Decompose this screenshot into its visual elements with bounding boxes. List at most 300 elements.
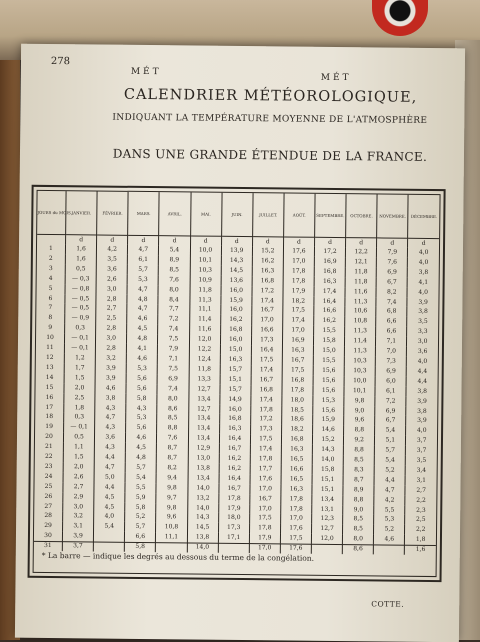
temperature-cell: 16,7 [219,444,250,454]
temperature-cell: 10,9 [190,275,221,285]
column-header: JUIN. [221,193,253,237]
temperature-cell: 8,6 [342,544,373,554]
temperature-cell: 9,6 [344,415,375,425]
temperature-cell: 11,8 [189,285,220,295]
temperature-cell: 15,3 [313,395,344,405]
temperature-cell: 3,9 [95,363,126,373]
temperature-cell: 17,6 [283,246,314,256]
temperature-cell: 5,8 [126,393,157,403]
temperature-cell: 17,4 [251,365,282,375]
temperature-cell: 1,6 [65,254,96,264]
temperature-cell: — 0,5 [65,304,96,314]
temperature-cell: 4,0 [418,288,429,296]
temperature-cell: 3,9 [417,417,427,425]
temperature-cell: 17,8 [281,494,312,504]
temperature-cell: 4,2 [374,495,405,505]
temperature-cell: 4,6 [127,354,158,364]
temperature-cell [218,543,249,553]
page-title: CALENDRIER MÉTÉOROLOGIQUE, [123,86,418,106]
temperature-cell: 16,8 [219,414,250,424]
temperature-cell: 0,5 [63,432,94,442]
temperature-cell: 3,9 [62,531,93,541]
temperature-cell: 5,5 [374,505,405,515]
temperature-cell: 12,0 [189,335,220,345]
temperature-cell: 15,6 [313,405,344,415]
temperature-cell: 3,8 [417,387,427,395]
temperature-cell: 17,4 [250,444,281,454]
temperature-cell: 15,7 [220,365,251,375]
temperature-cell: 4,0 [417,357,428,365]
day-cell: 18 [35,412,64,422]
temperature-cell: 2,2 [415,526,426,534]
book-page [15,44,465,642]
temperature-cell: — 0,5 [65,294,96,304]
day-cell: 28 [34,511,63,521]
temperature-cell: 3,6 [417,347,428,356]
temperature-cell: 2,5 [96,314,127,324]
day-cell: 20 [35,432,64,442]
temperature-cell: 5,2 [374,465,405,475]
temperature-cell: 6,8 [376,307,407,317]
day-cell: 22 [35,452,64,462]
temperature-cell: 18,2 [283,296,314,306]
temperature-cell: 16,6 [251,325,282,335]
temperature-cell: 1,1 [63,442,94,452]
day-cell: 19 [35,422,64,432]
unit-cell: d [283,237,314,247]
temperature-cell: 9,8 [156,483,187,493]
temperature-cell: 15,0 [220,345,251,355]
temperature-cell: 16,3 [220,355,251,365]
temperature-cell: 16,8 [282,375,313,385]
temperature-cell: 17,3 [218,523,249,533]
day-cell: 8 [36,313,65,323]
temperature-cell: 11,8 [345,277,376,287]
temperature-cell: 5,8 [125,502,156,512]
temperature-cell: 17,8 [283,266,314,276]
temperature-cell: 8,8 [344,425,375,435]
temperature-cell: 16,2 [220,315,251,325]
temperature-cell: 3,2 [63,512,94,522]
temperature-cell: 6,6 [376,327,407,337]
temperature-cell: 15,6 [313,385,344,395]
temperature-cell: 4,7 [374,485,405,495]
column-header: FÉVRIER. [97,191,129,235]
temperature-cell: 7,2 [375,396,406,406]
temperature-cell: 8,9 [343,485,374,495]
day-cell: 3 [37,264,66,274]
temperature-cell: 16,2 [252,256,283,266]
temperature-cell: 16,3 [281,484,312,494]
temperature-cell: 7,4 [157,384,188,394]
temperature-cell: 8,5 [343,524,374,534]
temperature-cell: 3,6 [96,264,127,274]
temperature-cell: 5,6 [126,374,157,384]
temperature-cell: 15,2 [252,246,283,256]
temperature-cell: 17,0 [280,514,311,524]
temperature-cell: 8,2 [157,463,188,473]
temperature-cell: 3,8 [418,308,428,316]
temperature-cell: 9,0 [344,406,375,416]
temperature-cell: 10,1 [344,386,375,396]
temperature-cell: 16,3 [252,266,283,276]
table-inner-frame [33,190,441,577]
temperature-cell: 6,9 [375,366,406,376]
table-body [34,234,439,555]
temperature-cell: 15,6 [313,366,344,376]
temperature-cell: 1,7 [64,363,95,373]
temperature-cell: 16,7 [252,306,283,316]
temperature-cell: 5,4 [125,473,156,483]
temperature-cell: 8,4 [158,295,189,305]
temperature-cell: 4,4 [374,475,405,485]
temperature-cell: — 0,1 [64,333,95,343]
temperature-cell: 13,4 [188,394,219,404]
temperature-cell: 2,6 [96,274,127,284]
temperature-cell: 17,6 [250,474,281,484]
temperature-cell: 4,0 [416,427,427,435]
temperature-cell: 12,7 [188,404,219,414]
column-header: MAI. [190,192,222,236]
temperature-cell: 16,0 [220,335,251,345]
temperature-cell: 16,3 [314,276,345,286]
unit-cell: d [221,236,252,246]
temperature-cell: 1,5 [63,452,94,462]
temperature-cell: 17,5 [250,434,281,444]
temperature-cell: 2,8 [96,324,127,334]
temperature-cell: 17,0 [282,326,313,336]
temperature-cell: 14,0 [187,503,218,513]
temperature-cell: 17,4 [252,296,283,306]
temperature-cell [94,532,125,542]
temperature-cell: 15,1 [220,375,251,385]
temperature-cell: 14,0 [187,483,218,493]
temperature-cell: 9,0 [343,505,374,515]
temperature-cell: 5,2 [125,512,156,522]
temperature-cell: 16,8 [220,325,251,335]
temperature-cell: 18,5 [282,405,313,415]
temperature-cell: 5,4 [375,426,406,436]
temperature-cell: 13,4 [312,494,343,504]
temperature-cell: 7,6 [157,433,188,443]
temperature-cell: 16,2 [219,454,250,464]
temperature-cell: 3,9 [95,373,126,383]
temperature-cell: 1,6 [65,244,96,254]
temperature-cell: 8,0 [157,394,188,404]
temperature-cell: 17,0 [250,484,281,494]
temperature-cell: 4,8 [127,294,158,304]
temperature-cell: 16,0 [219,404,250,414]
temperature-cell: 8,2 [376,287,407,297]
temperature-cell: 7,4 [158,324,189,334]
temperature-cell: 1,8 [415,536,426,544]
temperature-cell: 16,3 [282,346,313,356]
temperature-cell: 1,5 [64,373,95,383]
temperature-cell: 4,3 [126,403,157,413]
temperature-cell: 7,6 [158,275,189,285]
temperature-cell: 15,5 [313,356,344,366]
unit-cell: d [97,235,128,245]
day-cell: 25 [34,482,63,492]
temperature-cell: 15,8 [312,465,343,475]
temperature-cell: 16,4 [219,474,250,484]
temperature-cell: 4,7 [94,462,125,472]
temperature-cell: 14,6 [313,425,344,435]
signature: COTTE. [371,599,405,609]
temperature-cell: 4,3 [95,403,126,413]
day-cell: 2 [37,254,66,264]
temperature-cell: 4,1 [127,344,158,354]
temperature-cell: 3,3 [417,328,428,336]
temperature-cell: 12,7 [188,384,219,394]
temperature-cell: 3,5 [416,456,427,464]
temperature-cell: 14,3 [221,256,252,266]
temperature-cell: 11,3 [344,346,375,356]
temperature-cell: 11,3 [345,297,376,307]
temperature-cell: 8,8 [343,495,374,505]
temperature-cell: 15,9 [313,415,344,425]
temperature-cell: 6,6 [125,532,156,542]
day-cell: 17 [35,402,64,412]
column-header: MARS. [128,192,160,236]
footnote: * La barre — indique les degrés au dessous du terme de la congélation. [41,550,315,563]
temperature-cell: 16,0 [220,305,251,315]
temperature-cell: 4,3 [95,423,126,433]
temperature-cell: 8,8 [343,445,374,455]
temperature-cell: 12,1 [345,257,376,267]
temperature-cell: 16,4 [251,345,282,355]
temperature-cell: 4,5 [94,502,125,512]
temperature-cell: 6,7 [376,277,407,287]
unit-cell: d [252,237,283,247]
temperature-cell: 6,0 [375,376,406,386]
temperature-cell: 12,0 [311,534,342,544]
temperature-cell: 8,5 [343,515,374,525]
temperature-cell: 1,6 [415,546,426,554]
temperature-cell: 3,7 [62,541,93,551]
temperature-cell: 5,7 [125,522,156,532]
temperature-cell: 16,0 [221,285,252,295]
temperature-cell: 5,6 [126,383,157,393]
temperature-cell: 13,1 [312,504,343,514]
temperature-cell: 7,4 [376,297,407,307]
temperature-cell: 11,8 [189,364,220,374]
temperature-cell: 4,4 [94,482,125,492]
temperature-cell: 10,3 [190,265,221,275]
temperature-cell: 3,8 [95,393,126,403]
temperature-cell: 11,8 [345,267,376,277]
temperature-cell: 17,5 [251,355,282,365]
temperature-cell: 13,8 [187,533,218,543]
temperature-cell: 14,9 [219,394,250,404]
temperature-cell [93,542,124,552]
temperature-cell: 3,5 [96,254,127,264]
temperature-cell: 13,3 [189,374,220,384]
temperature-cell: 5,4 [374,455,405,465]
temperature-cell: 18,0 [282,395,313,405]
temperature-cell: 13,8 [188,463,219,473]
temperature-cell: 15,0 [313,346,344,356]
temperature-cell: 9,8 [344,396,375,406]
temperature-cell: 8,7 [343,475,374,485]
day-cell: 11 [36,343,65,353]
temperature-cell: 17,2 [314,247,345,257]
temperature-cell: 14,0 [187,543,218,553]
temperature-cell: 5,8 [125,542,156,552]
temperature-cell: 11,6 [345,287,376,297]
temperature-cell: 14,5 [187,523,218,533]
temperature-cell: 4,0 [418,248,429,256]
temperature-cell: 16,9 [282,336,313,346]
temperature-cell: 2,8 [96,344,127,354]
temperature-cell: 17,8 [283,276,314,286]
temperature-cell: 12,4 [189,354,220,364]
temperature-cell: 8,0 [158,285,189,295]
temperature-cell: 6,1 [128,255,159,265]
temperature-cell: 15,1 [312,475,343,485]
page-subtitle: INDIQUANT LA TEMPÉRATURE MOYENNE DE L'ATMOSPHÈRE [112,112,428,126]
temperature-cell: 4,7 [95,413,126,423]
temperature-cell: 10,8 [345,316,376,326]
temperature-cell: 13,9 [221,246,252,256]
temperature-cell: 4,7 [128,245,159,255]
temperature-table [34,191,440,555]
temperature-cell: 13,2 [187,493,218,503]
temperature-cell: 2,7 [96,304,127,314]
temperature-cell: 15,9 [221,295,252,305]
temperature-cell: 4,1 [418,278,429,286]
temperature-cell: 16,7 [250,494,281,504]
column-header: JUILLET. [252,193,284,237]
temperature-cell: 14,3 [187,513,218,523]
temperature-cell: 17,4 [283,316,314,326]
temperature-cell: 3,7 [416,446,427,455]
temperature-cell: 3,7 [416,437,427,445]
temperature-cell: 8,8 [157,423,188,433]
day-cell: 30 [34,531,63,541]
column-header: AOÛT. [283,193,315,237]
temperature-cell: 3,8 [417,407,427,415]
temperature-cell: 14,5 [221,266,252,276]
unit-cell: d [421,239,426,247]
table-header-row [37,191,439,239]
temperature-cell: 4,0 [418,258,429,266]
temperature-cell: 16,5 [281,474,312,484]
temperature-cell: 17,4 [314,286,345,296]
unit-cell [37,234,66,244]
temperature-cell: 7,3 [376,356,407,366]
temperature-cell: 15,2 [312,435,343,445]
temperature-cell: 4,5 [126,443,157,453]
temperature-cell: 16,7 [282,355,313,365]
day-cell: 24 [35,472,64,482]
temperature-cell: 11,1 [189,305,220,315]
temperature-cell: 11,1 [156,532,187,542]
temperature-cell: 9,6 [156,513,187,523]
temperature-cell: 8,9 [159,255,190,265]
temperature-cell: 8,5 [343,455,374,465]
day-cell: 29 [34,521,63,531]
temperature-cell: 11,6 [189,325,220,335]
temperature-cell: 2,2 [416,496,426,504]
temperature-cell: 8,0 [343,534,374,544]
temperature-cell: 16,7 [251,375,282,385]
temperature-cell: 4,6 [126,433,157,443]
temperature-cell: 3,1 [416,476,427,484]
temperature-cell: 3,5 [418,318,428,326]
temperature-cell: 2,0 [63,462,94,472]
temperature-cell: 2,7 [416,486,426,494]
temperature-cell: 17,2 [250,415,281,425]
temperature-cell: 8,5 [157,414,188,424]
temperature-cell: 4,5 [127,324,158,334]
temperature-cell: 7,6 [377,257,408,267]
temperature-cell: 2,8 [96,294,127,304]
temperature-cell: 14,0 [312,455,343,465]
temperature-cell: 3,0 [63,502,94,512]
temperature-cell: 10,6 [345,307,376,317]
day-cell: 14 [36,373,65,383]
temperature-cell: 12,9 [188,444,219,454]
temperature-cell: 5,9 [125,492,156,502]
temperature-cell: 5,3 [127,275,158,285]
day-cell: 31 [34,541,63,551]
temperature-cell: — 0,1 [64,422,95,432]
temperature-cell: 7,7 [158,305,189,315]
temperature-cell: 5,3 [126,364,157,374]
temperature-cell: 10,1 [190,255,221,265]
temperature-cell: 6,9 [376,267,407,277]
temperature-cell: 17,5 [282,365,313,375]
temperature-cell: 4,6 [374,535,405,545]
temperature-cell: 7,5 [158,334,189,344]
temperature-cell: 5,2 [374,525,405,535]
temperature-cell: 7,5 [158,364,189,374]
temperature-cell: 4,2 [97,244,128,254]
temperature-cell: — 0,1 [64,343,95,353]
temperature-cell: 2,3 [416,506,426,514]
temperature-cell: 15,1 [312,485,343,495]
day-cell: 23 [35,462,64,472]
temperature-cell: 16,4 [219,434,250,444]
temperature-cell: 16,3 [219,424,250,434]
temperature-cell: 17,9 [218,503,249,513]
temperature-cell: 10,0 [344,376,375,386]
temperature-cell: 13,4 [188,414,219,424]
temperature-cell: — 0,3 [65,274,96,284]
temperature-cell: 13,0 [188,453,219,463]
day-cell: 4 [37,274,66,284]
day-cell: 7 [36,303,65,313]
temperature-cell: 3,8 [418,268,429,276]
temperature-cell: 13,4 [188,424,219,434]
temperature-cell: 5,4 [94,522,125,532]
temperature-cell: 17,9 [249,533,280,543]
temperature-cell: 1,2 [64,353,95,363]
temperature-cell: 2,7 [63,482,94,492]
temperature-cell: 16,9 [314,257,345,267]
temperature-cell: 0,5 [65,264,96,274]
temperature-cell: 9,2 [344,435,375,445]
temperature-cell: 18,6 [282,415,313,425]
temperature-cell: 4,3 [94,443,125,453]
temperature-cell: 15,7 [220,384,251,394]
column-header: SEPTEMBRE. [315,194,347,238]
temperature-cell: 6,6 [376,317,407,327]
day-cell: 12 [36,353,65,363]
temperature-cell: 15,5 [314,326,345,336]
temperature-cell: 5,3 [126,413,157,423]
